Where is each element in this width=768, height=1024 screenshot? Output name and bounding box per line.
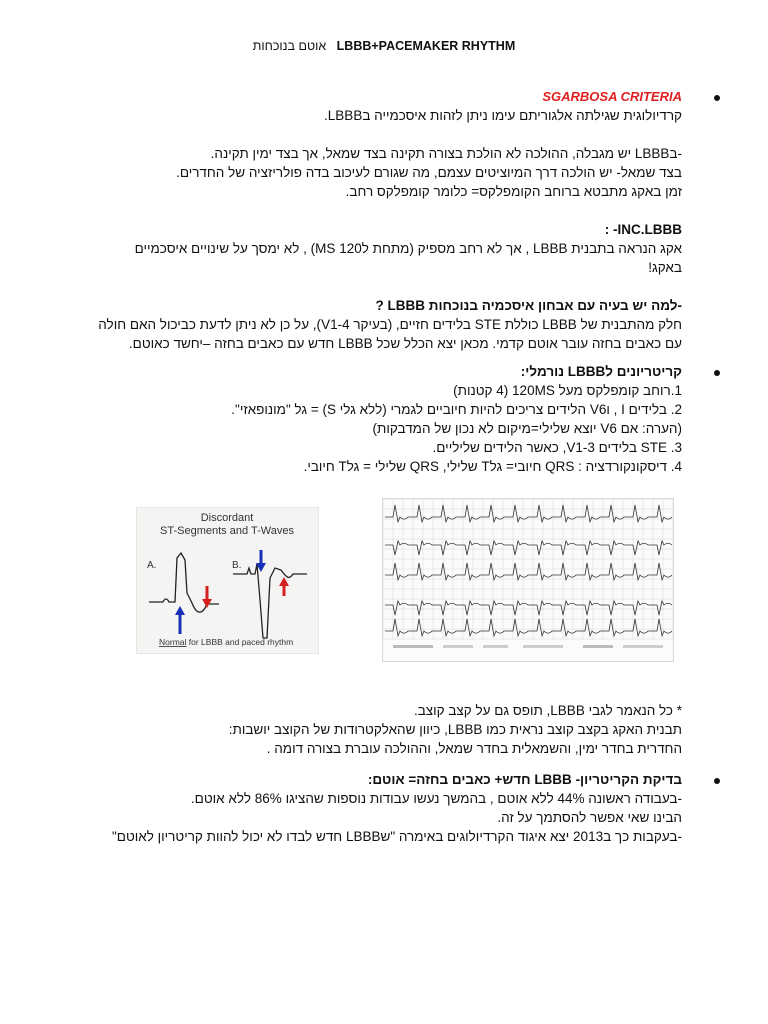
sgarbosa-line-3: בצד שמאל- יש הולכה דרך המיוציטים עצמם, מה שגורם לעיכוב בדה פולריזציה של החדרים. <box>176 165 682 180</box>
ecg-trace-row-1 <box>385 541 672 555</box>
figure-caption: Normal for LBBB and paced rhythm <box>159 637 294 647</box>
page-title-bold: LBBB+PACEMAKER RHYTHM <box>336 39 516 53</box>
check-section <box>82 770 682 846</box>
waveform-b <box>233 564 307 638</box>
notes-section <box>82 701 682 758</box>
sgarbosa-line-0: קרדיולוגית שגילתה אלגוריתם עימו ניתן לזהות איסכמייה בLBBB. <box>324 108 682 123</box>
bullet-sgarbosa <box>714 95 720 101</box>
criteria-section <box>82 362 682 476</box>
discordant-st-diagram <box>137 508 318 653</box>
ecg-trace-row-2 <box>385 563 672 580</box>
notes-line-0: * כל הנאמר לגבי LBBB, תופס גם על קצב קוצב. <box>413 703 682 718</box>
criteria-item-2-note: (הערה: אם V6 יוצא שלילי=מיקום לא נכון של המדבקות) <box>372 421 682 436</box>
page-title <box>0 39 768 53</box>
ecg-strip-figure <box>382 498 674 662</box>
figure-title-line2: ST-Segments and T-Waves <box>160 525 294 537</box>
notes-line-1: תבנית האקג בקצב קוצב נראית כמו LBBB, כיוון שהאלקטרודות של הקוצב יושבות: <box>228 722 682 737</box>
criteria-item-3: 3. STE בלידים V1-3, כאשר הלידים שליליים. <box>432 440 682 455</box>
red-arrow-down-a-icon <box>202 586 212 608</box>
figure-title-line1: Discordant <box>200 512 254 524</box>
blue-arrow-up-a-icon <box>175 606 185 634</box>
sgarbosa-section <box>82 87 682 353</box>
ecg-trace-row-0 <box>385 505 672 522</box>
figure-label-b: B. <box>232 560 242 571</box>
discordant-st-figure <box>136 507 319 654</box>
why-problem-title: -למה יש בעיה עם אבחון איסכמיה בנוכחות LBBB ? <box>375 298 682 313</box>
page-title-rest: אוטם בנוכחות <box>252 39 327 53</box>
check-line-2: -בעקבות כך ב2013 יצא איגוד הקרדיולוגים באימרה "שLBBB חדש לבדו לא יכול להוות קריטריון לאוטם" <box>112 829 682 844</box>
sgarbosa-line-2: -בLBBB יש מגבלה, ההולכה לא הולכת בצורה תקינה בצד שמאל, אך בצד ימין תקינה. <box>210 146 682 161</box>
sgarbosa-title: SGARBOSA CRITERIA <box>542 89 682 104</box>
inc-lbbb-line-0: אקג הנראה בתבנית LBBB , אך לא רחב מספיק (מתחת ל120 MS) , לא ימסך על שינויים איסכמיים <box>134 241 682 256</box>
ecg-trace-row-3 <box>385 601 672 615</box>
inc-lbbb-title: INC.LBBB- : <box>604 222 682 237</box>
ecg-trace-row-4 <box>385 619 672 636</box>
criteria-item-4: 4. דיסקונקורדציה : QRS חיובי= גלT שלילי, QRS שלילי = גלT חיובי. <box>303 459 682 474</box>
bullet-criteria <box>714 370 720 376</box>
check-line-1: הבינו שאי אפשר להסתמך על זה. <box>497 810 682 825</box>
figure-label-a: A. <box>147 560 157 571</box>
criteria-title: קריטריונים לLBBB נורמלי: <box>520 364 682 379</box>
ecg-strip-image <box>383 499 673 661</box>
inc-lbbb-line-1: באקג! <box>648 260 682 275</box>
ecg-footer-marks <box>393 645 663 648</box>
check-line-0: -בעבודה ראשונה 44% ללא אוטם , בהמשך נעשו עבודות נוספות שהציגו 86% ללא אוטם. <box>190 791 682 806</box>
criteria-item-1: 1.רוחב קומפלקס מעל 120MS (4 קטנות) <box>453 383 682 398</box>
bullet-check <box>714 778 720 784</box>
notes-line-2: החדרית בחדר ימין, והשמאלית בחדר שמאל, וההולכה עוברת בצורה דומה . <box>266 741 682 756</box>
sgarbosa-line-4: זמן באקג מתבטא ברוחב הקומפלקס= כלומר קומפלקס רחב. <box>345 184 682 199</box>
why-problem-line-1: עם כאבים בחזה עובר אוטם קדמי. מכאן יצא הכלל שכל LBBB חדש עם כאבים בחזה –יחשד כאוטם. <box>128 336 682 351</box>
criteria-item-2: 2. בלידים I , וV6 הלידים צריכים להיות חיוביים לגמרי (ללא גלי S) = גל "מונופאזי". <box>231 402 682 417</box>
red-arrow-up-b-icon <box>279 577 289 596</box>
check-title: בדיקת הקריטריון- LBBB חדש+ כאבים בחזה= אוטם: <box>367 772 682 787</box>
why-problem-line-0: חלק מהתבנית של LBBB כוללת STE בלידים חזיים, (בעיקר V1-4), על כן לא ניתן לדעת כביכול האם חולה <box>98 317 682 332</box>
